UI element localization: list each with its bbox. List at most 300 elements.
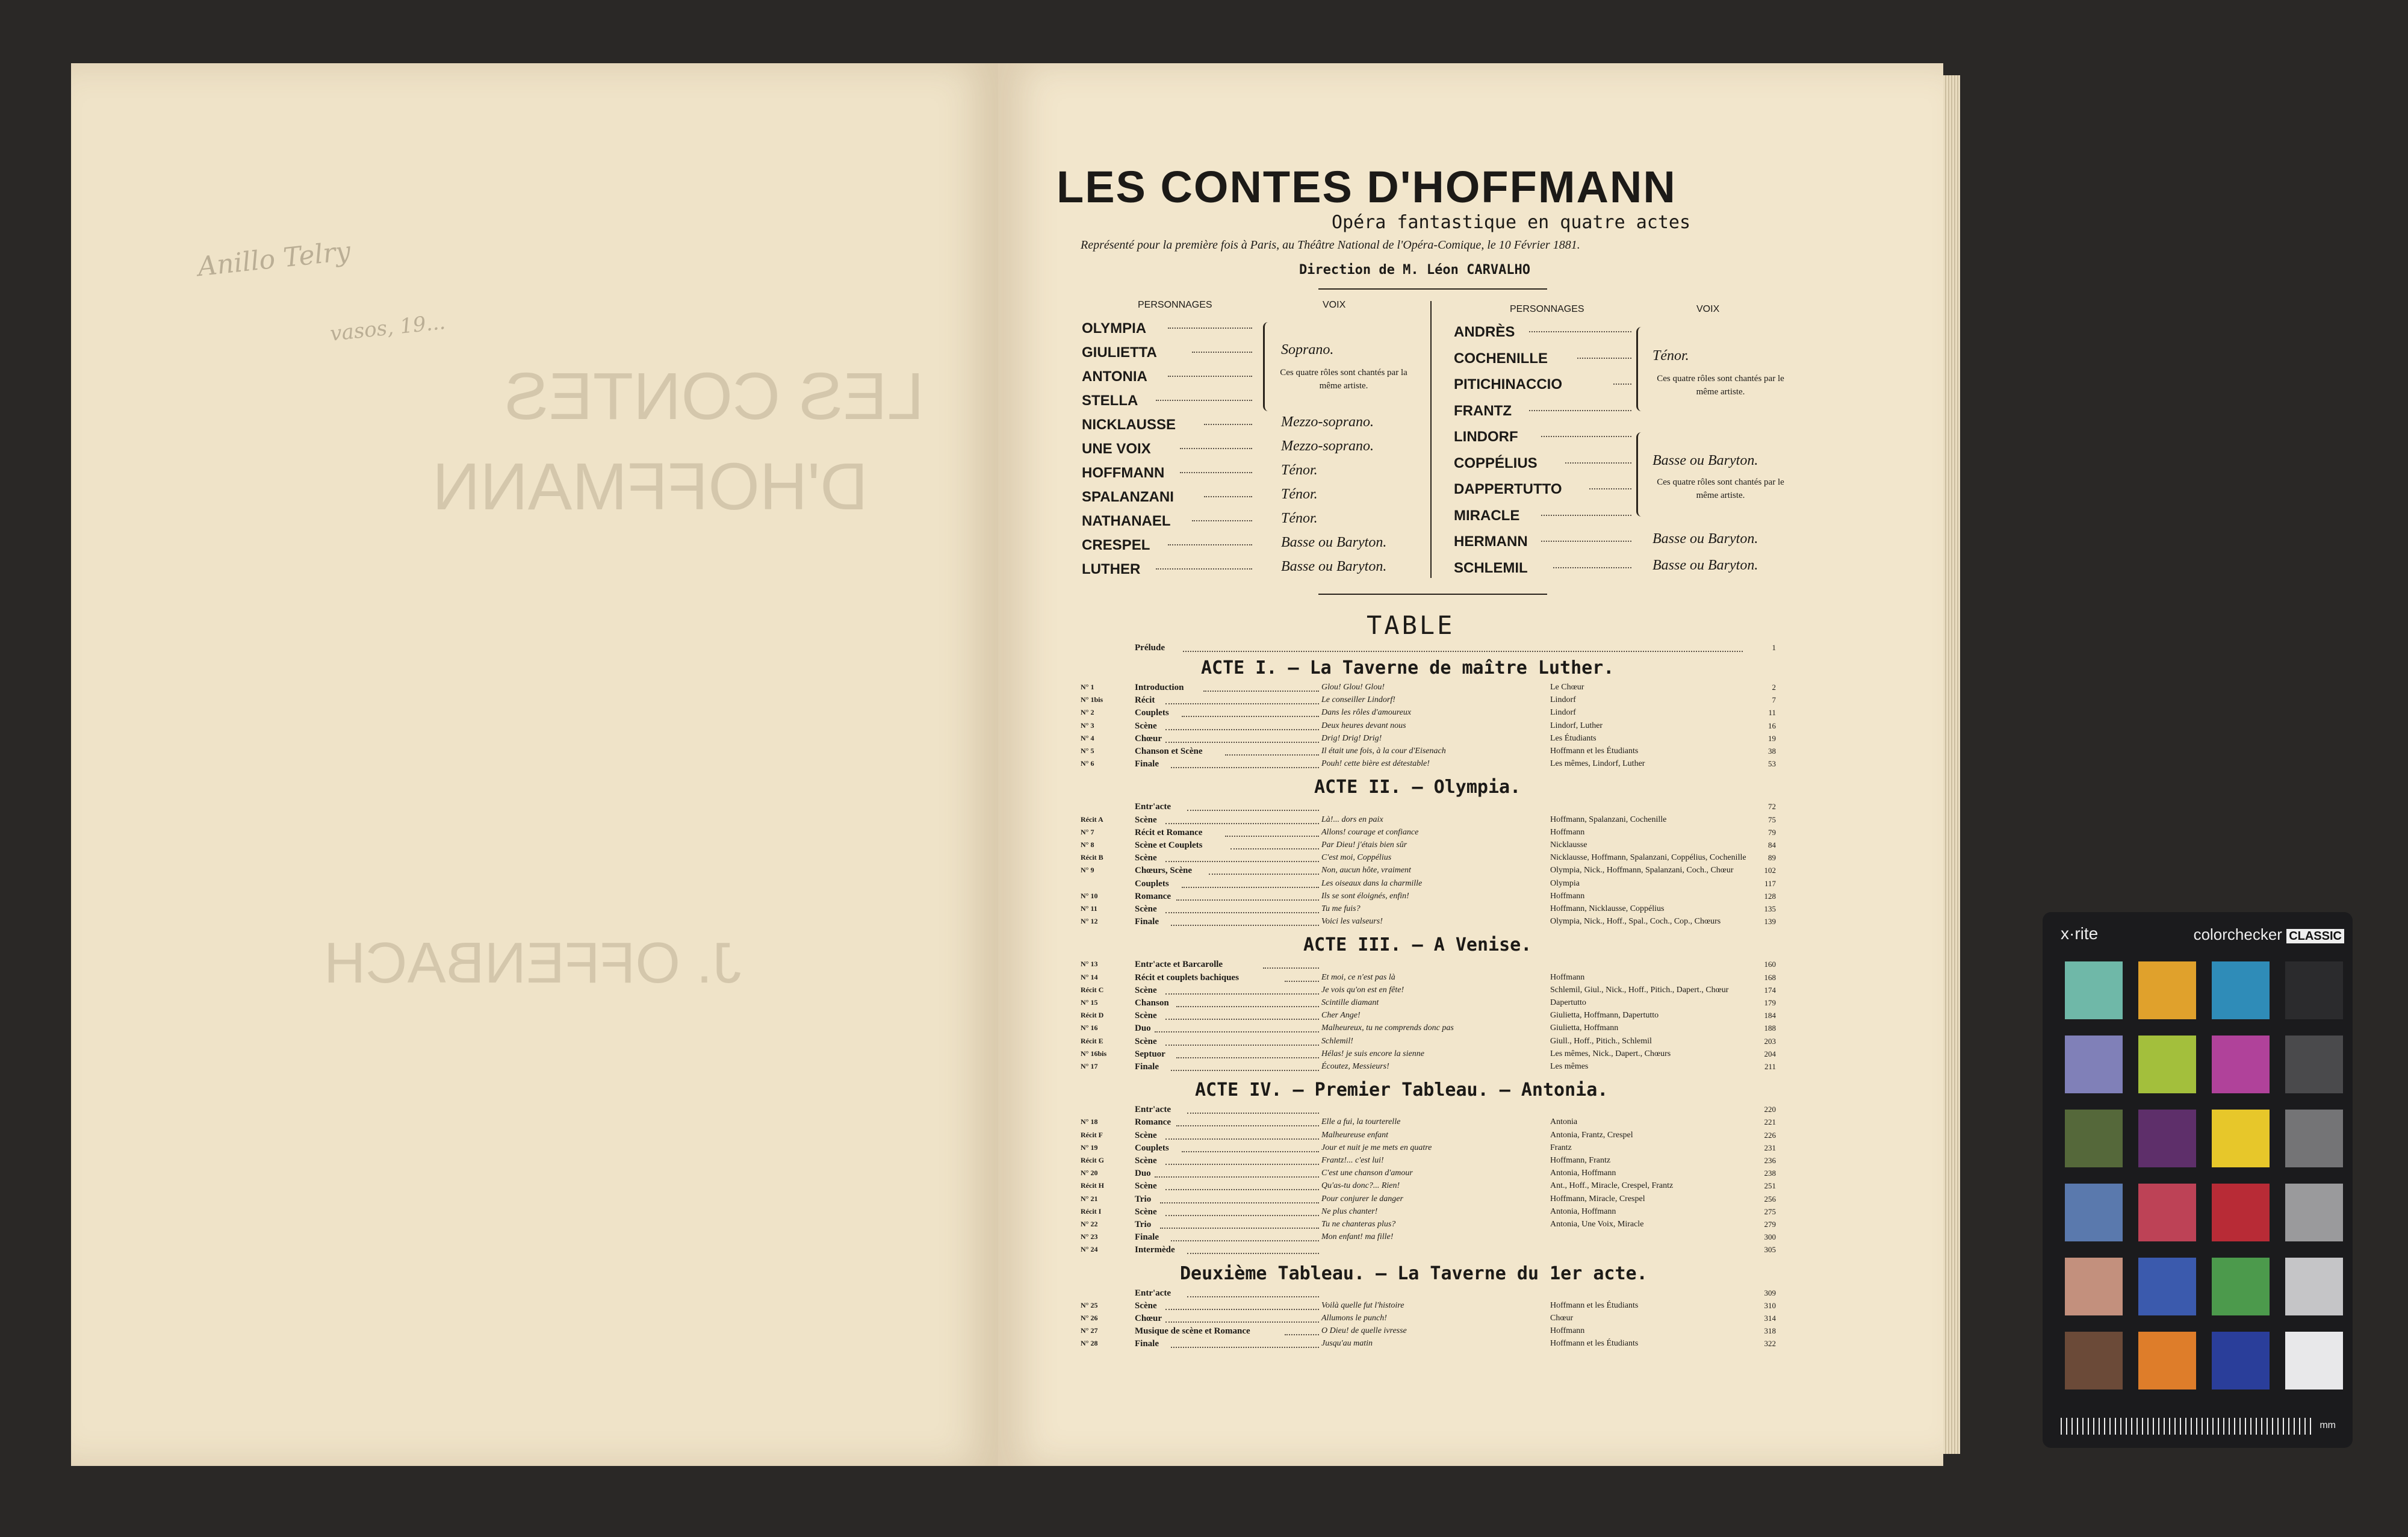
row-label: Scène xyxy=(1135,853,1157,863)
row-page: 300 xyxy=(1764,1232,1776,1242)
row-number: N° 17 xyxy=(1081,1062,1098,1070)
row-characters: Hoffmann et les Étudiants xyxy=(1550,747,1639,756)
row-incipit: Drig! Drig! Drig! xyxy=(1321,733,1382,743)
row-number: N° 2 xyxy=(1081,708,1094,717)
row-page: 318 xyxy=(1764,1326,1776,1336)
color-patch xyxy=(2065,1184,2123,1241)
leader-dots xyxy=(1155,1176,1319,1178)
row-characters: Antonia, Hoffmann xyxy=(1550,1206,1616,1216)
cast-voice: Basse ou Baryton. xyxy=(1281,535,1387,550)
row-number: N° 19 xyxy=(1081,1143,1098,1152)
row-number: N° 16 xyxy=(1081,1023,1098,1032)
color-patch xyxy=(2212,961,2270,1019)
color-patch xyxy=(2138,1332,2196,1390)
row-characters: Giull., Hoff., Pitich., Schlemil xyxy=(1550,1036,1652,1046)
header-rule xyxy=(1318,288,1547,290)
color-patch xyxy=(2285,1110,2343,1167)
color-patch xyxy=(2285,1184,2343,1241)
cast-role: FRANTZ xyxy=(1454,402,1512,419)
row-incipit: Tu ne chanteras plus? xyxy=(1321,1220,1396,1229)
row-page: 89 xyxy=(1768,853,1776,863)
leader-dots xyxy=(1165,1215,1319,1216)
row-incipit: Pouh! cette bière est détestable! xyxy=(1321,759,1430,769)
row-number: Récit B xyxy=(1081,853,1103,862)
table-row xyxy=(1081,1220,1776,1232)
row-characters: Antonia, Hoffmann xyxy=(1550,1169,1616,1178)
table-row xyxy=(1081,1143,1776,1155)
row-incipit: Allumons le punch! xyxy=(1321,1314,1387,1323)
row-characters: Olympia, Nick., Hoff., Spal., Coch., Cop., Chœurs xyxy=(1550,917,1721,927)
leader-dots xyxy=(1165,993,1319,995)
row-label: Scène xyxy=(1135,721,1157,731)
leader-dots xyxy=(1156,400,1252,401)
table-row xyxy=(1081,1288,1776,1300)
row-number: N° 13 xyxy=(1081,960,1098,969)
row-number: N° 4 xyxy=(1081,733,1094,742)
leader-dots xyxy=(1192,520,1252,521)
color-patch xyxy=(2065,1036,2123,1093)
table-row xyxy=(1081,1245,1776,1257)
row-characters: Hoffmann et les Étudiants xyxy=(1550,1339,1639,1349)
cast-role: COPPÉLIUS xyxy=(1454,455,1538,471)
leader-dots xyxy=(1285,981,1319,982)
cast-role: STELLA xyxy=(1082,393,1138,409)
row-number: N° 23 xyxy=(1081,1232,1098,1241)
row-number: N° 3 xyxy=(1081,721,1094,730)
brace xyxy=(1636,327,1646,411)
table-row xyxy=(1081,1169,1776,1181)
row-number: N° 27 xyxy=(1081,1326,1098,1335)
table-row xyxy=(1081,747,1776,759)
act-heading: ACTE I. — La Taverne de maître Luther. xyxy=(1201,657,1615,678)
leader-dots xyxy=(1183,651,1743,652)
row-characters: Antonia, Une Voix, Miracle xyxy=(1550,1220,1644,1229)
row-label: Finale xyxy=(1135,759,1159,769)
color-patch xyxy=(2065,961,2123,1019)
row-number: Récit C xyxy=(1081,985,1104,994)
row-incipit: Ils se sont éloignés, enfin! xyxy=(1321,891,1409,901)
row-page: 75 xyxy=(1768,815,1776,824)
row-characters: Giulietta, Hoffmann xyxy=(1550,1023,1619,1033)
leader-dots xyxy=(1165,861,1319,862)
row-incipit: Tu me fuis? xyxy=(1321,904,1361,913)
row-incipit: Par Dieu! j'étais bien sûr xyxy=(1321,840,1407,849)
leader-dots xyxy=(1225,754,1319,756)
row-number: N° 1bis xyxy=(1081,695,1103,704)
cast-voice: Ténor. xyxy=(1281,486,1318,502)
row-characters: Nicklausse, Hoffmann, Spalanzani, Coppélius, Cochenille xyxy=(1550,853,1746,863)
row-number: N° 20 xyxy=(1081,1169,1098,1178)
table-row xyxy=(1081,759,1776,771)
table-row xyxy=(1081,734,1776,746)
color-checker-card xyxy=(2043,912,2353,1448)
leader-dots xyxy=(1165,823,1319,824)
table-row xyxy=(1081,1037,1776,1049)
row-number: N° 9 xyxy=(1081,866,1094,875)
color-patch xyxy=(2212,1184,2270,1241)
row-incipit: Frantz!... c'est lui! xyxy=(1321,1156,1384,1165)
leader-dots xyxy=(1171,1347,1319,1348)
row-label: Couplets xyxy=(1135,1143,1169,1153)
row-incipit: Ne plus chanter! xyxy=(1321,1206,1378,1216)
leader-dots xyxy=(1182,1151,1319,1152)
row-incipit: Dans les rôles d'amoureux xyxy=(1321,708,1412,718)
cast-voice: Basse ou Baryton. xyxy=(1652,452,1758,468)
color-patch xyxy=(2285,1036,2343,1093)
row-characters: Giulietta, Hoffmann, Dapertutto xyxy=(1550,1011,1659,1020)
row-page: 305 xyxy=(1764,1245,1776,1255)
cast-role: NICKLAUSSE xyxy=(1082,417,1176,433)
row-page: 275 xyxy=(1764,1206,1776,1216)
leader-dots xyxy=(1187,1253,1319,1254)
row-incipit: Non, aucun hôte, vraiment xyxy=(1321,866,1411,875)
row-characters: Antonia, Frantz, Crespel xyxy=(1550,1130,1633,1140)
row-label: Finale xyxy=(1135,1339,1159,1349)
row-label: Chanson xyxy=(1135,998,1169,1008)
row-incipit: Glou! Glou! Glou! xyxy=(1321,683,1385,692)
colorchecker-label: colorchecker CLASSIC xyxy=(2194,925,2344,944)
row-characters: Hoffmann xyxy=(1550,972,1585,982)
row-page: 231 xyxy=(1764,1143,1776,1152)
cast-voice: Mezzo-soprano. xyxy=(1281,414,1374,430)
color-patch xyxy=(2212,1332,2270,1390)
cast-role: LUTHER xyxy=(1082,561,1141,577)
leader-dots xyxy=(1203,691,1319,692)
row-characters: Hoffmann, Spalanzani, Cochenille xyxy=(1550,815,1667,824)
row-characters: Les mêmes, Nick., Dapert., Chœurs xyxy=(1550,1049,1671,1058)
table-row xyxy=(1081,1062,1776,1074)
row-number: Récit E xyxy=(1081,1036,1103,1045)
table-title: TABLE xyxy=(1367,610,1455,640)
xrite-logo: x·rite xyxy=(2061,924,2099,943)
bleed-through-text: LES CONTES xyxy=(504,359,924,433)
color-patch xyxy=(2212,1036,2270,1093)
leader-dots xyxy=(1529,331,1631,332)
leader-dots xyxy=(1180,472,1252,473)
row-label: Trio xyxy=(1135,1194,1152,1204)
row-label: Prélude xyxy=(1135,643,1165,653)
row-number: Récit I xyxy=(1081,1206,1102,1216)
cast-header-voix: VOIX xyxy=(1323,300,1346,310)
row-label: Récit et Romance xyxy=(1135,827,1203,837)
cast-role: GIULIETTA xyxy=(1082,344,1157,361)
color-patch xyxy=(2065,1258,2123,1315)
row-incipit: Hélas! je suis encore la sienne xyxy=(1321,1049,1424,1058)
row-number: N° 14 xyxy=(1081,972,1098,981)
row-page: 226 xyxy=(1764,1130,1776,1140)
table-row xyxy=(1081,1049,1776,1061)
leader-dots xyxy=(1230,848,1319,849)
row-page: 174 xyxy=(1764,985,1776,995)
leader-dots xyxy=(1165,1019,1319,1020)
row-incipit: Deux heures devant nous xyxy=(1321,721,1406,730)
leader-dots xyxy=(1168,544,1252,545)
leader-dots xyxy=(1165,1321,1319,1323)
row-page: 16 xyxy=(1768,721,1776,730)
row-label: Entr'acte et Barcarolle xyxy=(1135,960,1223,970)
row-characters: Hoffmann et les Étudiants xyxy=(1550,1300,1639,1310)
row-label: Intermède xyxy=(1135,1245,1175,1255)
row-page: 211 xyxy=(1764,1062,1776,1071)
leader-dots xyxy=(1263,967,1319,969)
row-label: Chœur xyxy=(1135,1314,1162,1323)
row-characters: Ant., Hoff., Miracle, Crespel, Frantz xyxy=(1550,1181,1674,1191)
cast-voice: Basse ou Baryton. xyxy=(1652,557,1758,573)
row-number: Récit G xyxy=(1081,1156,1104,1164)
row-page: 160 xyxy=(1764,960,1776,969)
leader-dots xyxy=(1165,912,1319,913)
leader-dots xyxy=(1553,567,1631,568)
row-page: 2 xyxy=(1772,683,1776,692)
row-label: Romance xyxy=(1135,1117,1171,1128)
row-number: N° 18 xyxy=(1081,1117,1098,1126)
row-label: Scène xyxy=(1135,985,1157,995)
row-characters: Antonia xyxy=(1550,1117,1578,1127)
row-number: N° 28 xyxy=(1081,1339,1098,1348)
color-patch xyxy=(2065,1110,2123,1167)
prelude-row xyxy=(1081,643,1776,655)
table-row xyxy=(1081,695,1776,707)
row-page: 256 xyxy=(1764,1194,1776,1203)
leader-dots xyxy=(1225,836,1319,837)
row-characters: Lindorf, Luther xyxy=(1550,721,1603,730)
row-incipit: Mon enfant! ma fille! xyxy=(1321,1232,1394,1242)
row-characters: Frantz xyxy=(1550,1143,1572,1152)
row-number: N° 15 xyxy=(1081,998,1098,1007)
row-label: Entr'acte xyxy=(1135,802,1171,812)
row-label: Entr'acte xyxy=(1135,1105,1171,1115)
row-page: 38 xyxy=(1768,747,1776,756)
row-incipit: Le conseiller Lindorf! xyxy=(1321,695,1395,705)
cast-role: HOFFMANN xyxy=(1082,465,1165,481)
row-incipit: Qu'as-tu donc?... Rien! xyxy=(1321,1181,1400,1191)
cast-note: Ces quatre rôles sont chantés par le même artiste. xyxy=(1657,477,1784,500)
table-row xyxy=(1081,1207,1776,1219)
row-page: 314 xyxy=(1764,1314,1776,1323)
ruler-unit: mm xyxy=(2320,1420,2336,1430)
row-page: 279 xyxy=(1764,1220,1776,1229)
row-characters: Olympia, Nick., Hoffmann, Spalanzani, Coch., Chœur xyxy=(1550,866,1734,875)
left-page xyxy=(71,63,998,1466)
row-number: N° 5 xyxy=(1081,747,1094,755)
leader-dots xyxy=(1171,925,1319,926)
row-label: Récit et couplets bachiques xyxy=(1135,972,1239,983)
row-label: Couplets xyxy=(1135,708,1169,718)
table-row xyxy=(1081,986,1776,998)
row-incipit: Allons! courage et confiance xyxy=(1321,827,1419,837)
pencil-annotation: vasos, 19... xyxy=(329,310,447,346)
cast-header-personnages: PERSONNAGES xyxy=(1510,304,1584,314)
page-subtitle: Opéra fantastique en quatre actes xyxy=(1331,212,1691,233)
row-page: 1 xyxy=(1772,643,1776,652)
table-row xyxy=(1081,1181,1776,1193)
leader-dots xyxy=(1613,383,1631,385)
table-row xyxy=(1081,1117,1776,1129)
page-edges xyxy=(1943,75,1960,1454)
cast-role: MIRACLE xyxy=(1454,507,1520,524)
leader-dots xyxy=(1192,352,1252,353)
row-characters: Les mêmes xyxy=(1550,1062,1589,1071)
cast-role: HERMANN xyxy=(1454,533,1528,550)
table-row xyxy=(1081,960,1776,972)
leader-dots xyxy=(1187,1113,1319,1114)
table-row xyxy=(1081,866,1776,878)
table-row xyxy=(1081,1131,1776,1143)
cast-role: COCHENILLE xyxy=(1454,350,1548,367)
row-number: N° 25 xyxy=(1081,1300,1098,1309)
table-row xyxy=(1081,1339,1776,1351)
act-heading: ACTE III. — A Venise. xyxy=(1303,934,1532,956)
table-row xyxy=(1081,973,1776,985)
row-label: Entr'acte xyxy=(1135,1288,1171,1298)
row-page: 168 xyxy=(1764,972,1776,982)
act-heading: Deuxième Tableau. — La Taverne du 1er acte. xyxy=(1180,1262,1648,1284)
leader-dots xyxy=(1541,436,1631,437)
cast-voice: Ténor. xyxy=(1652,347,1689,364)
leader-dots xyxy=(1187,810,1319,811)
table-row xyxy=(1081,1105,1776,1117)
leader-dots xyxy=(1187,1296,1319,1297)
leader-dots xyxy=(1168,376,1252,377)
cast-role: LINDORF xyxy=(1454,429,1518,445)
table-row xyxy=(1081,683,1776,695)
row-characters: Hoffmann, Frantz xyxy=(1550,1156,1611,1165)
row-label: Scène xyxy=(1135,1156,1157,1166)
leader-dots xyxy=(1165,1309,1319,1310)
row-incipit: Jour et nuit je me mets en quatre xyxy=(1321,1143,1432,1152)
row-number: N° 6 xyxy=(1081,759,1094,768)
direction-line: Direction de M. Léon CARVALHO xyxy=(1299,262,1531,278)
table-row xyxy=(1081,904,1776,916)
row-page: 72 xyxy=(1768,802,1776,812)
leader-dots xyxy=(1176,1057,1319,1058)
bleed-through-text: D'HOFFMANN xyxy=(432,450,868,524)
row-number: N° 22 xyxy=(1081,1220,1098,1228)
color-patch xyxy=(2138,1036,2196,1093)
cast-voice: Basse ou Baryton. xyxy=(1281,559,1387,574)
row-incipit: C'est une chanson d'amour xyxy=(1321,1169,1413,1178)
table-row xyxy=(1081,879,1776,891)
row-number: N° 12 xyxy=(1081,917,1098,926)
brace xyxy=(1636,432,1646,517)
leader-dots xyxy=(1182,887,1319,888)
cast-divider xyxy=(1430,301,1432,578)
row-number: Récit F xyxy=(1081,1130,1103,1139)
color-patch xyxy=(2138,1110,2196,1167)
row-number: Récit D xyxy=(1081,1011,1104,1020)
row-page: 179 xyxy=(1764,998,1776,1007)
table-row xyxy=(1081,828,1776,840)
table-row xyxy=(1081,721,1776,733)
cast-note: Ces quatre rôles sont chantés par la même artiste. xyxy=(1280,368,1407,391)
act-heading: ACTE II. — Olympia. xyxy=(1314,777,1521,798)
row-label: Romance xyxy=(1135,891,1171,901)
row-label: Scène xyxy=(1135,1011,1157,1021)
table-row xyxy=(1081,917,1776,929)
row-incipit: Je vois qu'on est en fête! xyxy=(1321,985,1404,995)
table-row xyxy=(1081,1023,1776,1036)
table-row xyxy=(1081,1232,1776,1244)
leader-dots xyxy=(1285,1334,1319,1335)
leader-dots xyxy=(1204,496,1252,497)
leader-dots xyxy=(1541,541,1631,542)
leader-dots xyxy=(1176,1006,1319,1007)
row-page: 203 xyxy=(1764,1036,1776,1046)
row-number: Récit H xyxy=(1081,1181,1104,1190)
page-title: LES CONTES D'HOFFMANN xyxy=(1057,162,1677,212)
row-characters: Lindorf xyxy=(1550,695,1576,705)
row-characters: Dapertutto xyxy=(1550,998,1586,1007)
row-number: N° 8 xyxy=(1081,840,1094,849)
row-characters: Schlemil, Giul., Nick., Hoff., Pitich., Dapert., Chœur xyxy=(1550,985,1729,995)
row-label: Récit xyxy=(1135,695,1155,706)
row-characters: Les mêmes, Lindorf, Luther xyxy=(1550,759,1645,769)
row-page: 221 xyxy=(1764,1117,1776,1127)
table-row xyxy=(1081,998,1776,1010)
row-incipit: Schlemil! xyxy=(1321,1036,1353,1046)
row-page: 135 xyxy=(1764,904,1776,913)
table-row xyxy=(1081,1326,1776,1338)
row-number: N° 26 xyxy=(1081,1314,1098,1322)
row-label: Chanson et Scène xyxy=(1135,747,1203,756)
leader-dots xyxy=(1204,424,1252,425)
table-row xyxy=(1081,1301,1776,1313)
cast-rule xyxy=(1318,594,1547,595)
row-incipit: Écoutez, Messieurs! xyxy=(1321,1062,1389,1071)
leader-dots xyxy=(1541,515,1631,516)
cast-role: NATHANAEL xyxy=(1082,513,1171,529)
color-patch xyxy=(2212,1258,2270,1315)
leader-dots xyxy=(1156,568,1252,570)
row-label: Scène xyxy=(1135,815,1157,825)
row-page: 184 xyxy=(1764,1011,1776,1020)
table-row xyxy=(1081,708,1776,720)
leader-dots xyxy=(1171,1070,1319,1071)
row-label: Scène xyxy=(1135,1036,1157,1046)
cast-role: PITICHINACCIO xyxy=(1454,376,1562,393)
row-incipit: Malheureux, tu ne comprends donc pas xyxy=(1321,1023,1454,1033)
leader-dots xyxy=(1529,410,1631,411)
leader-dots xyxy=(1165,729,1319,730)
table-row xyxy=(1081,853,1776,865)
leader-dots xyxy=(1182,716,1319,717)
premiere-line: Représenté pour la première fois à Paris, au Théâtre National de l'Opéra-Comique, le 10 Février 1881. xyxy=(1081,238,1580,252)
row-incipit: Les oiseaux dans la charmille xyxy=(1321,878,1423,888)
row-label: Septuor xyxy=(1135,1049,1165,1059)
leader-dots xyxy=(1165,742,1319,743)
cast-voice: Mezzo-soprano. xyxy=(1281,438,1374,454)
leader-dots xyxy=(1171,1240,1319,1241)
row-page: 251 xyxy=(1764,1181,1776,1191)
row-page: 188 xyxy=(1764,1023,1776,1033)
row-label: Musique de scène et Romance xyxy=(1135,1326,1250,1337)
pencil-annotation: Anillo Telry xyxy=(196,235,352,283)
row-page: 102 xyxy=(1764,866,1776,875)
row-page: 7 xyxy=(1772,695,1776,705)
row-label: Chœur xyxy=(1135,733,1162,744)
row-page: 11 xyxy=(1768,708,1776,718)
row-incipit: Et moi, ce n'est pas là xyxy=(1321,972,1395,982)
row-incipit: Là!... dors en paix xyxy=(1321,815,1383,824)
row-number: N° 10 xyxy=(1081,891,1098,900)
row-characters: Le Chœur xyxy=(1550,683,1584,692)
row-incipit: Pour conjurer le danger xyxy=(1321,1194,1403,1203)
leader-dots xyxy=(1589,488,1631,489)
row-characters: Hoffmann xyxy=(1550,891,1585,901)
leader-dots xyxy=(1565,462,1631,464)
row-characters: Hoffmann, Nicklausse, Coppélius xyxy=(1550,904,1665,913)
table-row xyxy=(1081,892,1776,904)
